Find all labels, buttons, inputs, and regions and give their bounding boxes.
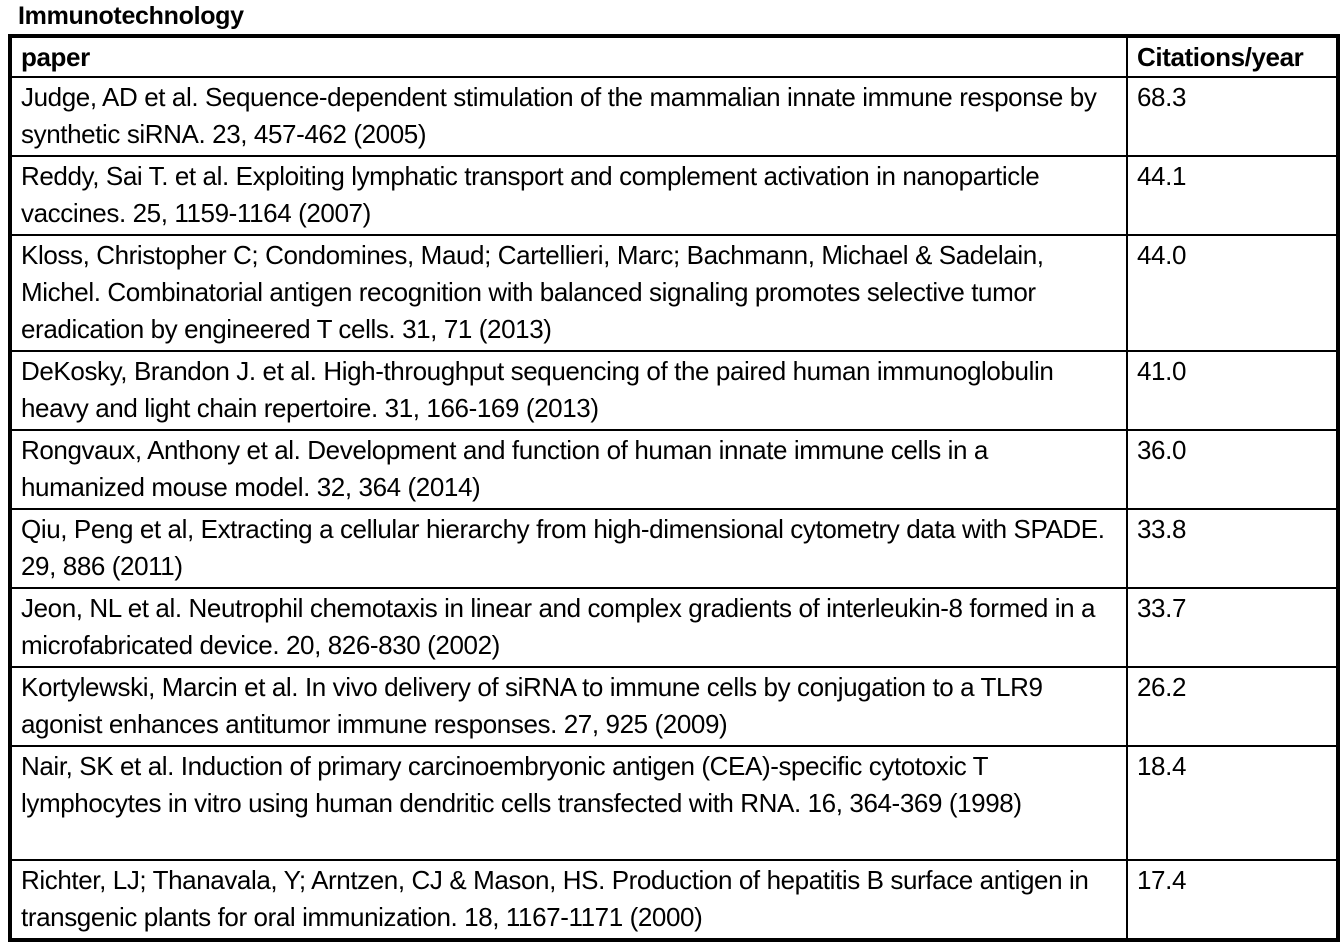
- paper-cell: Qiu, Peng et al, Extracting a cellular hierarchy from high-dimensional cytometry data with SPADE. 29, 886 (2011): [10, 509, 1127, 588]
- column-header-paper: paper: [10, 36, 1127, 77]
- table-row: [10, 509, 1338, 588]
- citations-cell: 68.3: [1127, 77, 1338, 156]
- table-row: [10, 667, 1338, 746]
- table-row: [10, 746, 1338, 860]
- page-title: Immunotechnology: [18, 2, 244, 30]
- citations-cell: 18.4: [1127, 746, 1338, 860]
- citations-cell: 26.2: [1127, 667, 1338, 746]
- table-row: [10, 235, 1338, 351]
- table-row: [10, 77, 1338, 156]
- citations-cell: 33.8: [1127, 509, 1338, 588]
- table-row: [10, 860, 1338, 940]
- table-row: [10, 156, 1338, 235]
- citations-cell: 44.1: [1127, 156, 1338, 235]
- paper-cell: DeKosky, Brandon J. et al. High-throughput sequencing of the paired human immunoglobulin heavy and light chain repertoire. 31, 166-169 (2013): [10, 351, 1127, 430]
- table-row: [10, 351, 1338, 430]
- table-row: [10, 430, 1338, 509]
- table-row: [10, 588, 1338, 667]
- citations-cell: 36.0: [1127, 430, 1338, 509]
- column-header-citations: Citations/year: [1127, 36, 1338, 77]
- citations-cell: 17.4: [1127, 860, 1338, 940]
- paper-cell: Richter, LJ; Thanavala, Y; Arntzen, CJ & Mason, HS. Production of hepatitis B surface antigen in transgenic plants for oral immunization. 18, 1167-1171 (2000): [10, 860, 1127, 940]
- citations-cell: 41.0: [1127, 351, 1338, 430]
- citations-cell: 33.7: [1127, 588, 1338, 667]
- paper-cell: Kloss, Christopher C; Condomines, Maud; Cartellieri, Marc; Bachmann, Michael & Sadelain, Michel. Combinatorial antigen recognition with balanced signaling promotes selective tumor eradication by engineered T cells. 31, 71 (2013): [10, 235, 1127, 351]
- paper-cell: Reddy, Sai T. et al. Exploiting lymphatic transport and complement activation in nanoparticle vaccines. 25, 1159-1164 (2007): [10, 156, 1127, 235]
- table-header-row: [10, 36, 1338, 77]
- paper-cell: Kortylewski, Marcin et al. In vivo delivery of siRNA to immune cells by conjugation to a TLR9 agonist enhances antitumor immune responses. 27, 925 (2009): [10, 667, 1127, 746]
- paper-cell: Nair, SK et al. Induction of primary carcinoembryonic antigen (CEA)-specific cytotoxic T lymphocytes in vitro using human dendritic cells transfected with RNA. 16, 364-369 (1998): [10, 746, 1127, 860]
- citations-cell: 44.0: [1127, 235, 1338, 351]
- paper-cell: Rongvaux, Anthony et al. Development and function of human innate immune cells in a humanized mouse model. 32, 364 (2014): [10, 430, 1127, 509]
- citations-table: [8, 34, 1340, 942]
- paper-cell: Judge, AD et al. Sequence-dependent stimulation of the mammalian innate immune response by synthetic siRNA. 23, 457-462 (2005): [10, 77, 1127, 156]
- paper-cell: Jeon, NL et al. Neutrophil chemotaxis in linear and complex gradients of interleukin-8 formed in a microfabricated device. 20, 826-830 (2002): [10, 588, 1127, 667]
